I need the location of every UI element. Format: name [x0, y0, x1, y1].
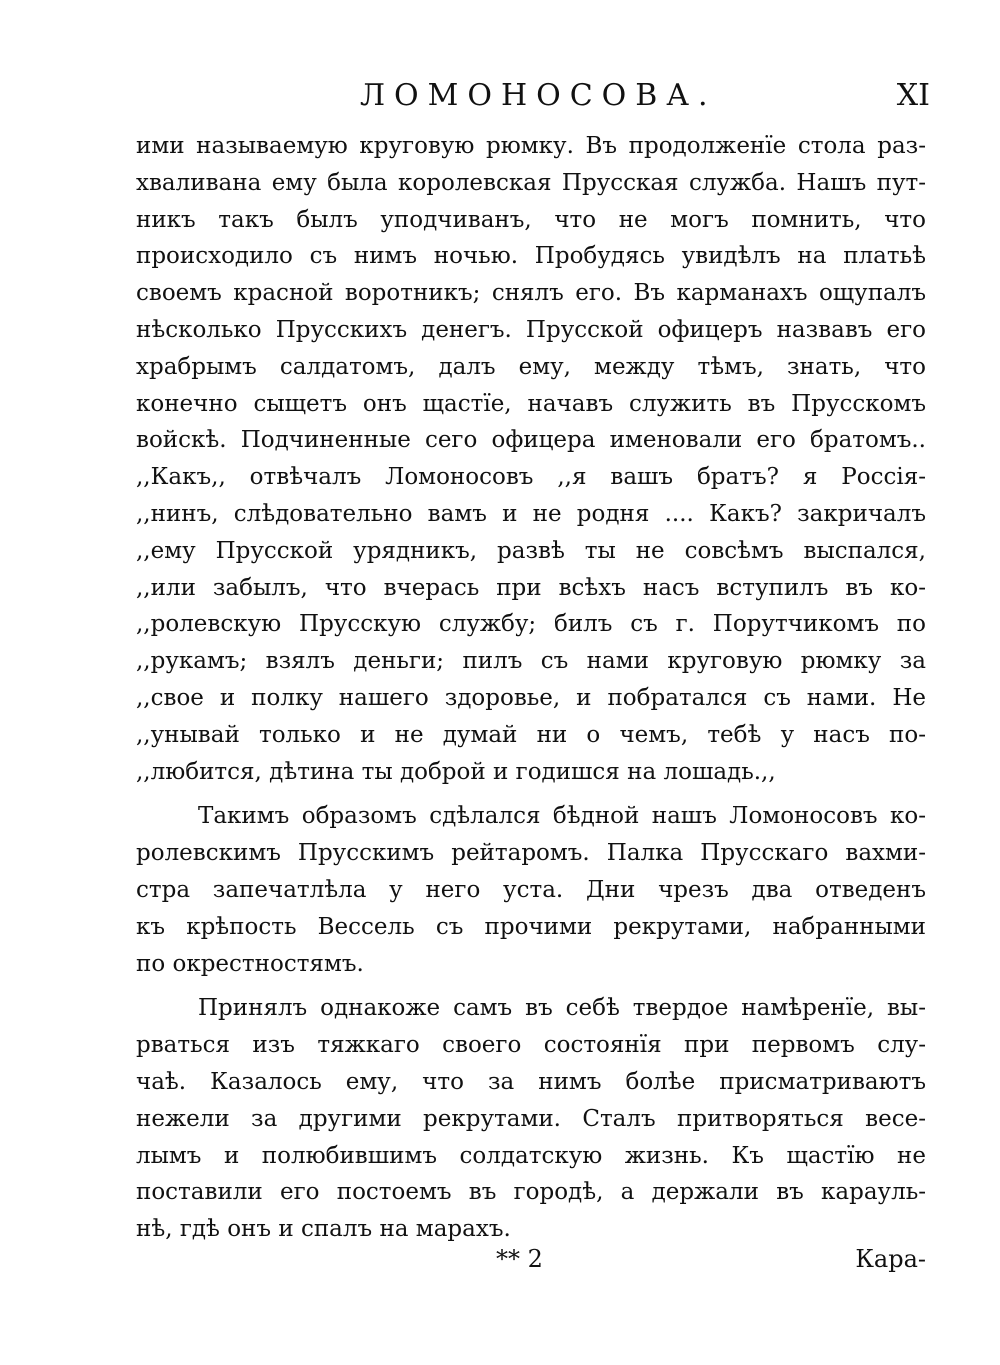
text-line: происходило съ нимъ ночью. Пробудясь увидѣлъ на платьѣ — [136, 243, 926, 270]
text-line: ,,ему Прусской урядникъ, развѣ ты не совсѣмъ выспался, — [136, 537, 926, 564]
text-line: ,,любится, дѣтина ты доброй и годишся на лошадь.,, — [136, 758, 776, 785]
page-number: XI — [896, 78, 930, 113]
text-line: хваливана ему была королевская Прусская служба. Нашъ пут- — [136, 169, 926, 196]
paragraph-2 — [136, 798, 926, 982]
text-line: Принялъ однакоже самъ въ себѣ твердое намѣренїе, вы- — [198, 995, 926, 1022]
text-line: своемъ красной воротникъ; снялъ его. Въ карманахъ ощупалъ — [136, 280, 926, 307]
text-line: конечно сыщетъ онъ щастїе, начавъ служить въ Прусскомъ — [136, 390, 926, 417]
text-line: храбрымъ салдатомъ, далъ ему, между тѣмъ, знать, что — [136, 353, 926, 380]
text-line: стра запечатлѣла у него уста. Дни чрезъ два отведенъ — [136, 876, 926, 903]
text-line: ,,унывай только и не думай ни о чемъ, тебѣ у насъ по- — [136, 721, 926, 748]
body-text — [136, 128, 926, 1248]
text-line: по окрестностямъ. — [136, 950, 364, 977]
text-line: ,,нинъ, слѣдовательно вамъ и не родня .... Какъ? закричалъ — [136, 500, 926, 527]
text-line: нежели за другими рекрутами. Сталъ притворяться весе- — [136, 1105, 926, 1132]
text-line: ,,свое и полку нашего здоровье, и побратался съ нами. Не — [136, 684, 926, 711]
paragraph-1 — [136, 128, 926, 790]
running-title: ЛОМОНОСОВА. — [360, 78, 717, 113]
text-line: ,,Какъ,, отвѣчалъ Ломоносовъ ,,я вашъ братъ? я Россія- — [136, 464, 926, 491]
text-line: къ крѣпость Вессель съ прочими рекрутами, набранными — [136, 913, 926, 940]
text-line: ими называемую круговую рюмку. Въ продолженїе стола раз- — [136, 133, 926, 159]
text-line: Такимъ образомъ сдѣлался бѣдной нашъ Ломоносовъ ко- — [198, 803, 926, 830]
text-line: рваться изъ тяжкаго своего состоянїя при первомъ слу- — [136, 1032, 926, 1059]
signature-mark: ** 2 — [496, 1245, 543, 1273]
text-line: нѣ, гдѣ онъ и спалъ на марахъ. — [136, 1216, 511, 1243]
paragraph-3 — [136, 990, 926, 1248]
text-line: никъ такъ былъ уподчиванъ, что не могъ помнить, что — [136, 206, 926, 233]
text-line: ,,или забылъ, что вчерась при всѣхъ насъ вступилъ въ ко- — [136, 574, 926, 601]
page-header — [130, 78, 930, 118]
text-line: нѣсколько Прусскихъ денегъ. Прусской офицеръ назвавъ его — [136, 316, 926, 343]
text-line: поставили его постоемъ въ городѣ, а держали въ карауль- — [136, 1179, 926, 1206]
text-line: ролевскимъ Прусскимъ рейтаромъ. Палка Прусскаго вахми- — [136, 840, 926, 867]
text-line: войскѣ. Подчиненные сего офицера именовали его братомъ.. — [136, 427, 926, 454]
text-line: чаѣ. Казалось ему, что за нимъ болѣе присматриваютъ — [136, 1068, 926, 1095]
text-line: лымъ и полюбившимъ солдатскую жизнь. Къ щастїю не — [136, 1142, 926, 1169]
text-line: ,,ролевскую Прусскую службу; билъ съ г. Порутчикомъ по — [136, 611, 926, 638]
page-footer — [136, 1245, 926, 1285]
catchword: Кара- — [855, 1245, 926, 1273]
text-line: ,,рукамъ; взялъ деньги; пилъ съ нами круговую рюмку за — [136, 648, 926, 675]
